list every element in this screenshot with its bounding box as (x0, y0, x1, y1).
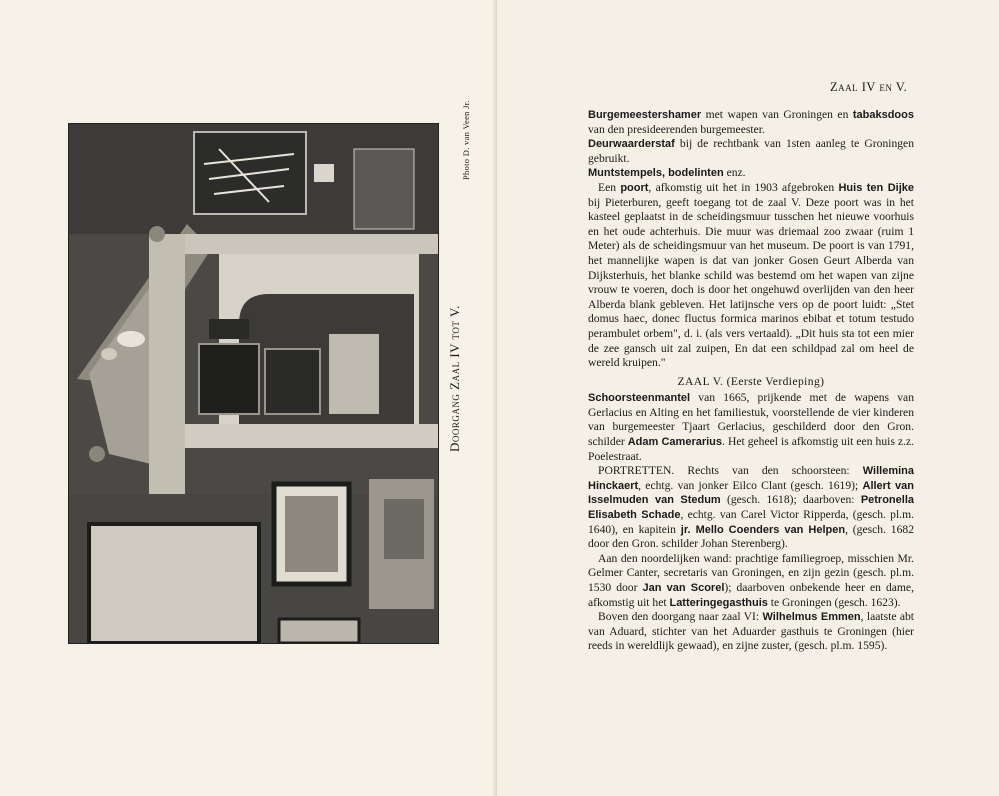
term-wilhelmus-emmen: Wilhelmus Emmen (762, 611, 861, 624)
text-span: , (gesch. 1682 door den Gron. schilder Johan Sterenberg). (588, 522, 914, 551)
term-adam-camerarius: Adam Camerarius (627, 436, 723, 449)
paragraph-noordelijke-wand (588, 552, 914, 610)
paragraph-poort (588, 181, 914, 371)
term-allert-van-isselmuden: Allert van Isselmuden van Stedum (588, 479, 914, 507)
term-burgemeestershamer: Burgemeestershamer (588, 109, 702, 121)
text-span: , afkomstig uit het in 1903 afgebroken (648, 180, 839, 194)
text-span: , echtg. van jonker Eilco Clant (gesch. 1619); (638, 478, 863, 492)
running-head: Zaal IV en V. (830, 80, 908, 94)
term-mello-coenders: jr. Mello Coenders van Helpen (680, 523, 846, 536)
term-schoorsteenmantel: Schoorsteenmantel (588, 392, 691, 405)
photo-caption: Doorgang Zaal IV tot V. (447, 305, 462, 452)
text-span: , echtg. van Carel Victor Ripperda, (gesch. pl.m. 1640), en kapitein (588, 508, 914, 536)
term-poort: poort (620, 181, 649, 194)
paragraph-burgemeestershamer (588, 108, 914, 137)
paragraph-portretten (588, 464, 914, 552)
text-span: Aan den noordelijken wand: prachtige familiegroep, misschien Mr. Gelmer Canter, secretaris van Groningen, en zijn gezin (gesch. pl.m. 1530 door (588, 551, 914, 594)
text-span: enz. (723, 166, 746, 180)
term-willemina-hinckaert: Willemina Hinckaert (588, 465, 914, 492)
term-muntstempels: Muntstempels, bodelinten (588, 167, 724, 180)
term-jan-van-scorel: Jan van Scorel (642, 582, 725, 594)
paragraph-doorgang-zaal-vi (588, 610, 914, 654)
term-tabaksdoos: tabaksdoos (852, 109, 914, 121)
text-span: ); daarboven onbekende heer en dame, afkomstig uit het (588, 581, 914, 609)
text-span: bij Pieterburen, geeft toegang tot de zaal V. Deze poort was in het kasteel geplaatst in de scheidingsmuur tusschen het nieuwe voorhuis en het oude achterhuis. Die muur was driemaal zoo zwaar (ruim 1 Meter) als de scheidingsmuur van het museum. De poort is van 1791, het mannelijke wapen is dat van jonker Gosen Geurt Alberda van Dijksterhuis, het blanke schild was bestemd om het wapen van zijne vrouw te voeren, doch is door het ongehuwd overlijden van den heer Alberda blank gebleven. Het latijnsche vers op de poort luidt: „Stet domus haec, donec fluctus formica marinos ebibat et totum testudo perambulet orbem", d. i. (als vers vertaald). „Dit huis sta tot een mier de zee gansch uit zal zuipen, En dat een schildpad zal om heel de wereld kruipen." (588, 195, 914, 370)
text-span: PORTRETTEN. Rechts van den schoorsteen: (598, 464, 863, 478)
text-span: , laatste abt van Aduard, stichter van het Aduarder gasthuis te Groningen (hier reeds in wereldlijk gewaad), en zijne zuster, (gesch. pl.m. 1595). (588, 610, 914, 653)
term-petronella-schade: Petronella Elisabeth Schade (588, 494, 914, 522)
text-span: Een (598, 180, 621, 194)
text-span: van den presideerenden burgemeester. (588, 122, 765, 136)
text-span: bij de rechtbank van 1sten aanleg te Groningen gebruikt. (588, 137, 914, 165)
text-span: . Het geheel is afkomstig uit een huis z.z. Poelestraat. (588, 435, 914, 463)
left-page (0, 0, 497, 796)
term-deurwaarderstaf: Deurwaarderstaf (588, 138, 675, 151)
doorway-photo-image (69, 124, 438, 643)
paragraph-schoorsteenmantel (588, 391, 914, 464)
museum-photograph (68, 123, 439, 644)
body-text (588, 108, 914, 654)
term-latteringegasthuis: Latteringegasthuis (669, 596, 768, 609)
text-span: (gesch. 1618); daarboven: (720, 493, 861, 507)
paragraph-muntstempels (588, 166, 914, 181)
section-heading-zaal-v: ZAAL V. (Eerste Verdieping) (677, 374, 825, 388)
text-span: Boven den doorgang naar zaal VI: (598, 610, 763, 624)
text-span: van 1665, prijkende met de wapens van Gerlacius en Alting en het familiestuk, voorstellende de vier kinderen van burgemeester Tjaart Gerlacius, geschilderd door den Gron. schilder (588, 391, 914, 449)
photo-credit: Photo D. van Veen Jr. (461, 100, 471, 180)
term-huis-ten-dijke: Huis ten Dijke (838, 181, 914, 194)
text-span: met wapen van Groningen en (701, 108, 853, 121)
paragraph-deurwaarderstaf (588, 137, 914, 166)
text-span: te Groningen (gesch. 1623). (767, 595, 901, 609)
